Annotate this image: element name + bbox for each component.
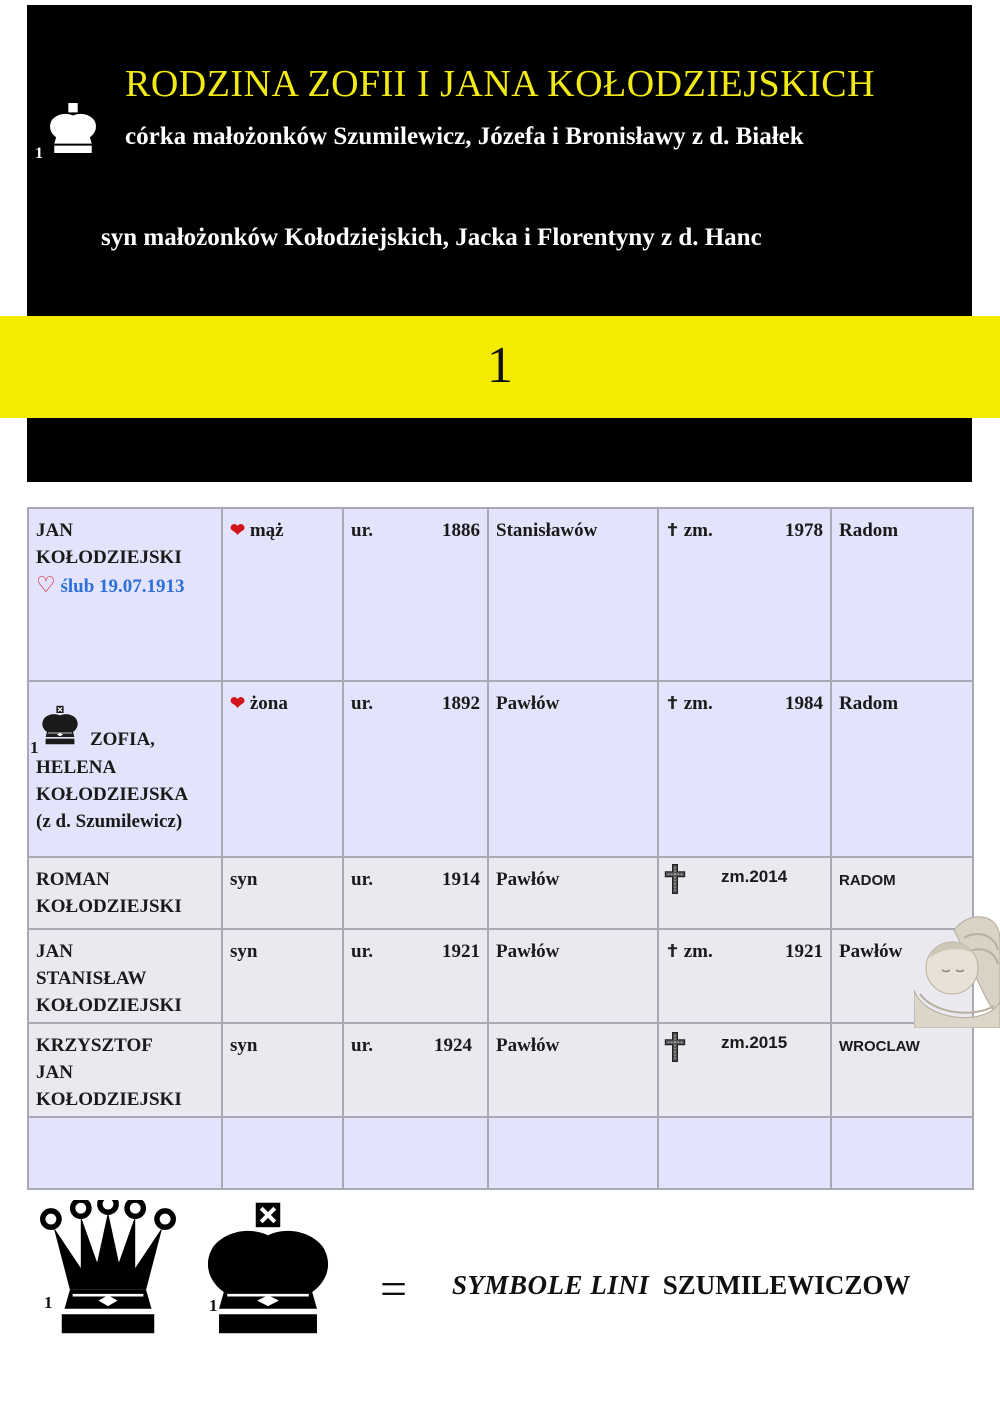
born-place-cell: Pawłów: [488, 929, 658, 1023]
legend-number-2: 1: [209, 1296, 218, 1315]
death-cell: [658, 929, 831, 1023]
death-cell: [658, 681, 831, 857]
cross-icon: [666, 521, 679, 538]
death-cell: [658, 508, 831, 681]
table-row: [28, 508, 973, 681]
family-table: [27, 507, 974, 1190]
heart-outline-icon: ♡: [36, 572, 56, 597]
legend-text-bold: SZUMILEWICZOW: [662, 1270, 911, 1300]
king-crown-icon: [47, 100, 99, 156]
death-cell: [658, 1023, 831, 1117]
born-year: 1921: [442, 941, 480, 962]
born-place-cell: Pawłów: [488, 1023, 658, 1117]
born-cell: [343, 681, 488, 857]
table-row: [28, 681, 973, 857]
role-text: żona: [249, 693, 288, 714]
header-crown-number: 1: [35, 145, 43, 162]
empty-cell: [831, 1117, 973, 1189]
death-year: 1978: [785, 520, 823, 541]
name-line: KOŁODZIEJSKA: [36, 784, 189, 805]
king-crown-icon: [40, 704, 80, 746]
death-text: zm.2015: [721, 1033, 788, 1052]
name-line: (z d. Szumilewicz): [36, 811, 183, 832]
death-place: RADOM: [839, 872, 896, 889]
role-cell: syn: [222, 1023, 343, 1117]
born-label: ur.: [351, 1035, 374, 1056]
name-cell: [28, 857, 222, 929]
role-cell: [222, 508, 343, 681]
born-year: 1914: [442, 869, 480, 890]
wedding-date: ślub 19.07.1913: [60, 576, 185, 597]
legend-text: [452, 1270, 910, 1301]
born-year: 1924: [434, 1035, 472, 1056]
born-cell: [343, 508, 488, 681]
born-label: ur.: [351, 520, 374, 541]
name-line: KOŁODZIEJSKI: [36, 547, 182, 568]
ornate-cross-icon: [663, 862, 687, 896]
born-label: ur.: [351, 941, 374, 962]
death-year: 1984: [785, 693, 823, 714]
role-cell: syn: [222, 929, 343, 1023]
death-place-cell: Pawłów: [831, 929, 973, 1023]
born-cell: [343, 1023, 488, 1117]
empty-cell: [222, 1117, 343, 1189]
born-place-cell: Pawłów: [488, 857, 658, 929]
name-cell: [28, 1023, 222, 1117]
page-title: RODZINA ZOFII I JANA KOŁODZIEJSKICH: [124, 63, 876, 105]
header-line-daughter: córka małożonków Szumilewicz, Józefa i Bronisławy z d. Białek: [125, 123, 804, 150]
born-year: 1892: [442, 693, 480, 714]
born-place-cell: Pawłów: [488, 681, 658, 857]
name-line: STANISŁAW: [36, 968, 147, 989]
name-cell: [28, 508, 222, 681]
angel-icon: [914, 910, 1000, 1028]
born-year: 1886: [442, 520, 480, 541]
name-line: KOŁODZIEJSKI: [36, 995, 182, 1016]
empty-cell: [28, 1117, 222, 1189]
heart-icon: ❤: [230, 520, 246, 540]
name-line: HELENA: [36, 757, 117, 778]
death-place: WROCLAW: [839, 1038, 920, 1055]
cross-icon: [666, 694, 679, 711]
death-label: zm.: [683, 941, 713, 962]
king-crown-icon: [200, 1200, 336, 1336]
name-line: JAN: [36, 941, 73, 962]
crown-number: 1: [30, 738, 39, 757]
born-cell: [343, 929, 488, 1023]
ornate-cross-icon: [663, 1028, 687, 1066]
death-cell: [658, 857, 831, 929]
born-label: ur.: [351, 869, 374, 890]
table-row: [28, 857, 973, 929]
legend-number-1: 1: [44, 1293, 53, 1312]
name-line: KOŁODZIEJSKI: [36, 1089, 182, 1110]
name-cell: [28, 681, 222, 857]
death-label: zm.: [683, 520, 713, 541]
table-row: [28, 1023, 973, 1117]
empty-cell: [488, 1117, 658, 1189]
legend-text-italic: SYMBOLE LINI: [452, 1270, 650, 1300]
name-line: KOŁODZIEJSKI: [36, 896, 182, 917]
role-text: mąż: [249, 520, 284, 541]
empty-cell: [658, 1117, 831, 1189]
equals-sign: =: [380, 1263, 408, 1316]
yellow-band: [0, 316, 1000, 418]
death-year: 1921: [785, 941, 823, 962]
born-cell: [343, 857, 488, 929]
death-place-cell: Radom: [831, 681, 973, 857]
name-cell: [28, 929, 222, 1023]
born-label: ur.: [351, 693, 374, 714]
empty-cell: [343, 1117, 488, 1189]
name-line: ROMAN: [36, 869, 110, 890]
queen-crown-icon: [33, 1200, 183, 1336]
role-cell: syn: [222, 857, 343, 929]
header-line-son: syn małożonków Kołodziejskich, Jacka i Florentyny z d. Hanc: [101, 224, 762, 251]
cross-icon: [666, 942, 679, 959]
death-label: zm.: [683, 693, 713, 714]
band-number: 1: [487, 337, 513, 394]
death-place-cell: Radom: [831, 508, 973, 681]
name-line: KRZYSZTOF: [36, 1035, 153, 1056]
born-place-cell: Stanisławów: [488, 508, 658, 681]
name-line: JAN: [36, 520, 73, 541]
death-place-cell: [831, 1023, 973, 1117]
death-text: zm.2014: [721, 867, 788, 886]
table-row-empty: [28, 1117, 973, 1189]
name-line: JAN: [36, 1062, 73, 1083]
table-row: [28, 929, 973, 1023]
role-cell: [222, 681, 343, 857]
name-first: ZOFIA,: [90, 729, 155, 750]
heart-icon: ❤: [230, 693, 246, 713]
